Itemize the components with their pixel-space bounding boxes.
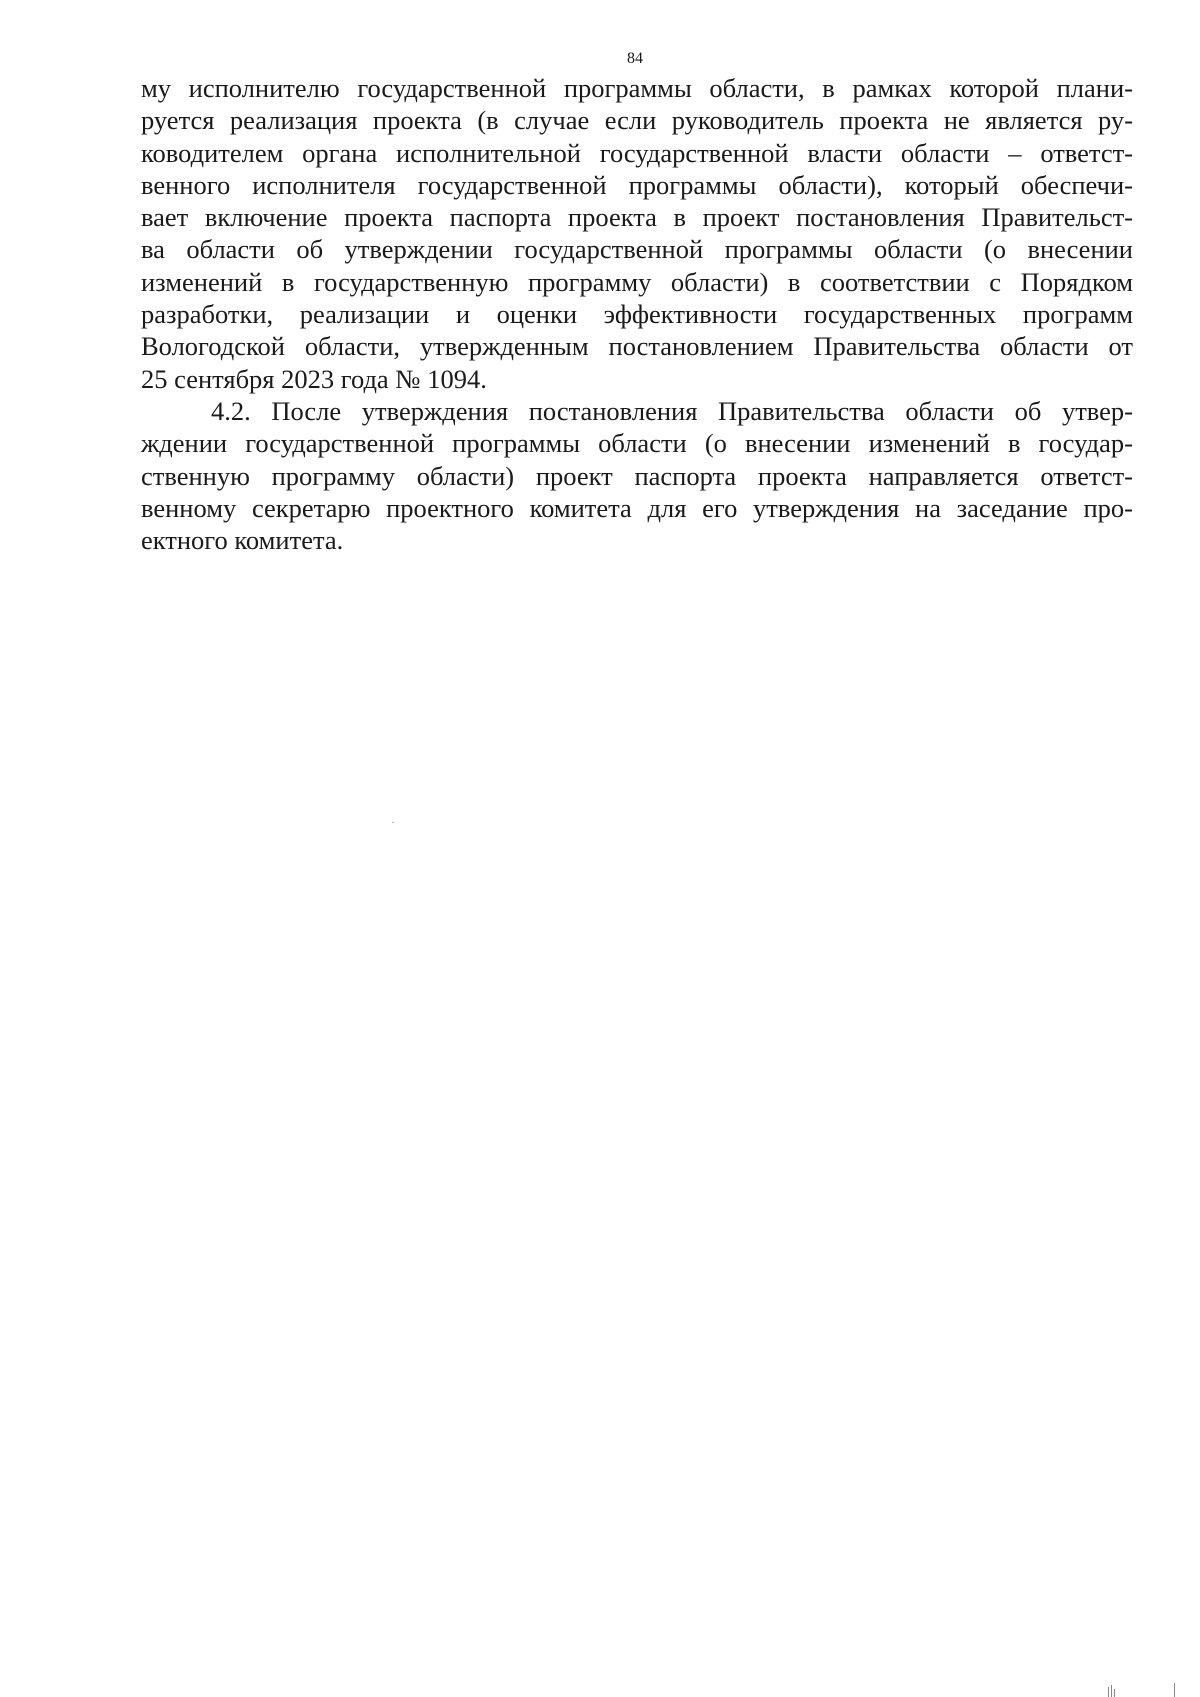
text-line: 25 сентября 2023 года № 1094. (141, 363, 487, 394)
text-line: руется реализация проекта (в случае если руководитель проекта не является ру- (141, 105, 1133, 136)
scan-speck (392, 822, 394, 823)
text-line: ектного комитета. (141, 525, 344, 556)
text-line: ва области об утверждении государственной программы области (о внесении (141, 234, 1133, 265)
text-line: разработки, реализации и оценки эффективности государственных программ (141, 299, 1133, 330)
page-number: 84 (627, 50, 643, 67)
scan-edge-marks (1108, 1682, 1178, 1697)
text-line: Вологодской области, утвержденным постановлением Правительства области от (141, 331, 1133, 362)
text-line: ководителем органа исполнительной государственной власти области – ответст- (141, 137, 1133, 168)
text-line: венному секретарю проектного комитета для его утверждения на заседание про- (141, 492, 1133, 523)
text-line: изменений в государственную программу области) в соответствии с Порядком (141, 266, 1133, 297)
paragraph-2 (141, 395, 1133, 556)
text-line: 4.2. После утверждения постановления Правительства области об утвер- (211, 395, 1133, 426)
paragraph-1 (141, 72, 1133, 395)
document-body (141, 72, 1133, 556)
text-line: вает включение проекта паспорта проекта в проект постановления Правительст- (141, 202, 1133, 233)
text-line: ственную программу области) проект паспорта проекта направляется ответст- (141, 460, 1133, 491)
text-line: му исполнителю государственной программы области, в рамках которой плани- (141, 73, 1133, 103)
text-line: ждении государственной программы области (о внесении изменений в государ- (141, 428, 1133, 459)
text-line: венного исполнителя государственной программы области), который обеспечи- (141, 169, 1133, 200)
